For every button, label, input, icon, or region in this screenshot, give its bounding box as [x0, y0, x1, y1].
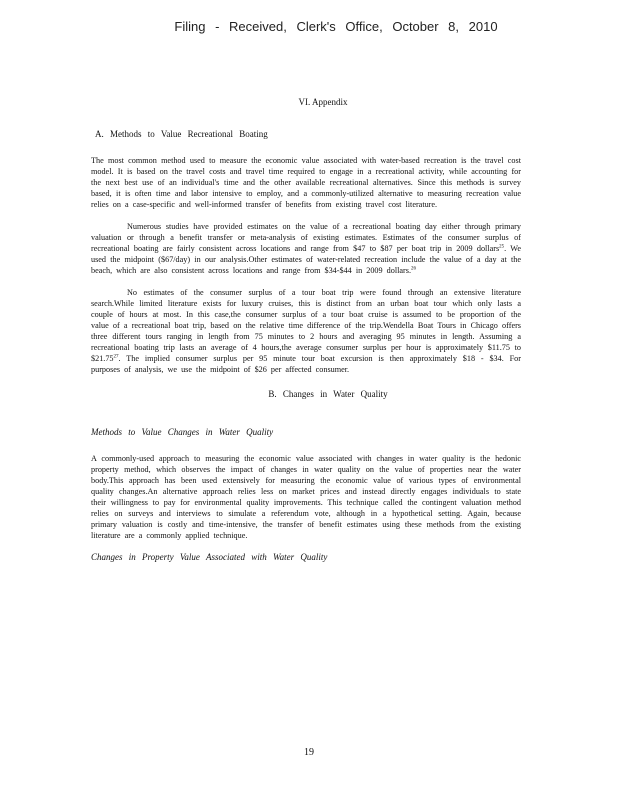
paragraph-2-text-b: . We used the midpoint ($67/day) in our analysis.Other estimates of water-related recreation include the value of a day at the beach, which are also consistent across locations and range from $34-$44 in 2009 dollars.: [91, 244, 522, 275]
section-b-subheading-methods: Methods to Value Changes in Water Quality: [91, 427, 274, 437]
paragraph-3-text-a: No estimates of the consumer surplus of a tour boat trip were found through an extensive literature search.While limited literature exists for luxury cruises, this is distinct from an urban boat tour which only lasts a couple of hours at most. In this case,the consumer surplus of a tour boat cruise is assumed to be proportion of the value of a recreational boat trip, based on the relative time difference of the trip.Wendella Boat Tours in Chicago offers three different tours ranging in length from 75 minutes to 2 hours and averaging 95 minutes in length. Assuming a recreational boating trip lasts an average of 4 hours,the average consumer surplus per hour is approximately $11.75 to $21.75: [91, 288, 521, 363]
paragraph-2-text-a: Numerous studies have provided estimates on the value of a recreational boating day either through primary valuation or through a benefit transfer or meta-analysis of existing estimates. Estimates of the consumer surplus of recreational boating are fairly consistent across locations and range from $47 to $87 per boat trip in 2009 dollars: [91, 222, 521, 253]
section-a-paragraph-1: The most common method used to measure the economic value associated with water-based recreation is the travel cost model. It is based on the travel costs and travel time required to engage in a recreational activity, while accounting for the next best use of an individual's time and the other available recreational alternatives. Since this methods is survey based, it is often time and labor intensive to employ, and a commonly-utilized alternative to measuring recreation value relies on a case-specific and well-informed transfer of benefits from existing travel cost literature.: [91, 156, 521, 209]
footnote-ref-26: 26: [411, 266, 416, 272]
page-number: 19: [304, 747, 314, 758]
document-body: [91, 97, 521, 578]
filing-stamp-header: Filing - Received, Clerk's Office, October 8, 2010: [174, 19, 498, 34]
section-b-paragraph-1: A commonly-used approach to measuring the economic value associated with changes in water quality is the hedonic property method, which observes the impact of changes in water quality on the value of properties near the water body.This approach has been used extensively for measuring the economic value of various types of environmental quality changes.An alternative approach relies less on market prices and instead directly engages individuals to state their willingness to pay for environmental quality improvements. This technique called the contingent valuation method relies on surveys and interviews to simulate a referendum vote, although in a hypothetical setting. Again, because primary valuation is costly and time-intensive, the transfer of benefit estimates using these methods from the existing literature are a commonly applied technique.: [91, 454, 521, 540]
paragraph-3-text-b: . The implied consumer surplus per 95 minute tour boat excursion is then approximately $18 - $34. For purposes of analysis, we use the midpoint of $26 per affected consumer.: [91, 354, 521, 374]
section-a-heading: A. Methods to Value Recreational Boating: [95, 129, 268, 139]
section-b-heading: B. Changes in Water Quality: [268, 389, 388, 399]
section-a-paragraph-2: [91, 221, 521, 276]
section-b-subheading-property-value: Changes in Property Value Associated with Water Quality: [91, 552, 328, 562]
footnote-ref-27: 27: [113, 354, 119, 360]
footnote-ref-25: 25: [499, 244, 505, 250]
section-a-paragraph-3: [91, 287, 521, 375]
appendix-title: VI. Appendix: [298, 97, 348, 107]
